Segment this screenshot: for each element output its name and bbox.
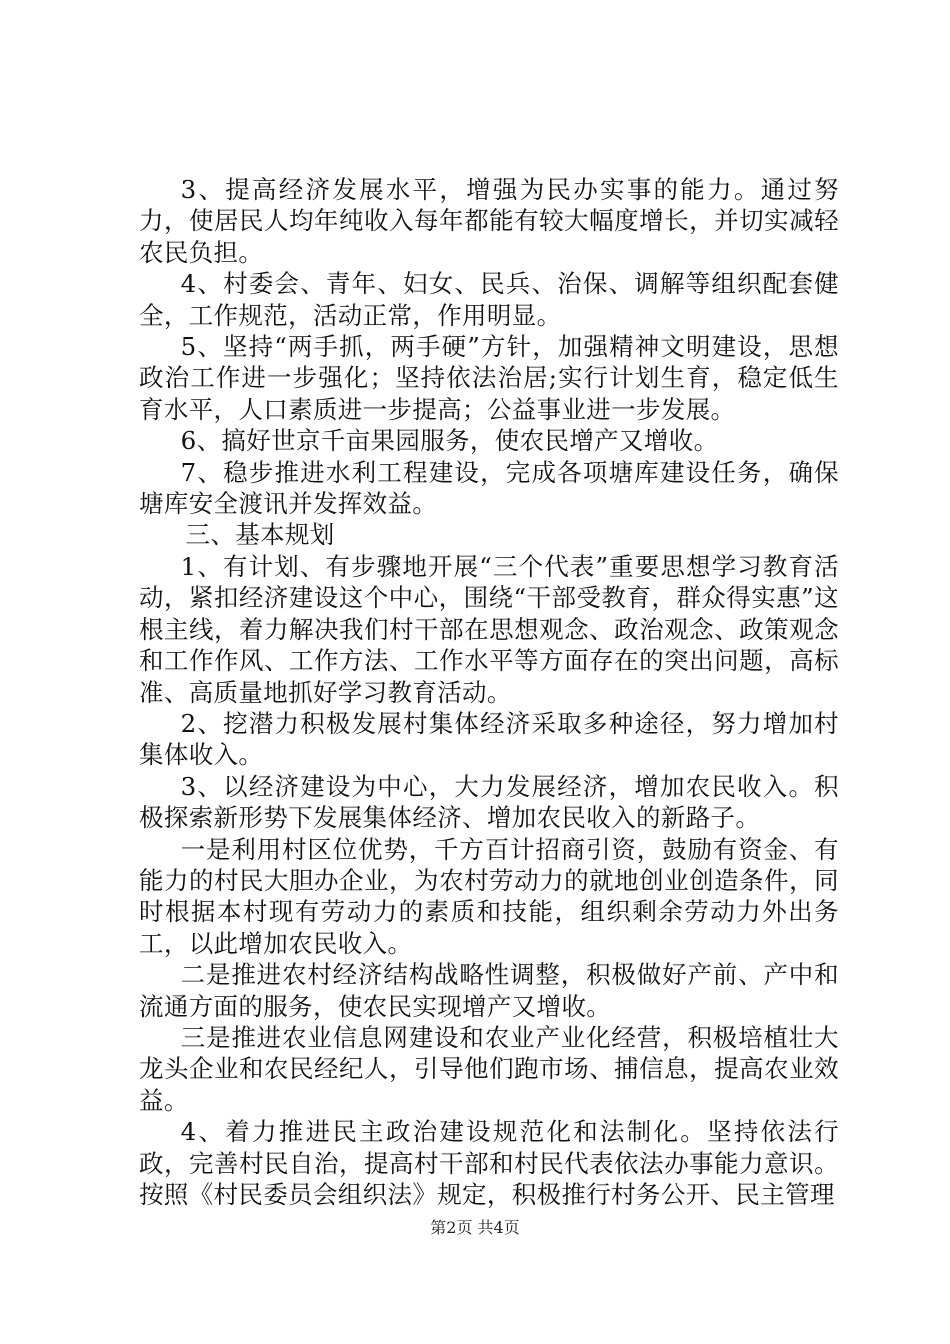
paragraph-plan-1-education: 1、有计划、有步骤地开展“三个代表”重要思想学习教育活动，紧扣经济建设这个中心，围绕“干部受教育，群众得实惠”这根主线，着力解决我们村干部在思想观念、政治观念、政策观念和工作作风、工作方法、工作水平等方面存在的突出问题，高标准、高质量地抓好学习教育活动。 [139, 551, 839, 707]
paragraph-item-7-water-works: 7、稳步推进水利工程建设，完成各项塘库建设任务，确保塘库安全渡讯并发挥效益。 [139, 457, 839, 519]
paragraph-item-6-orchard: 6、搞好世京千亩果园服务，使农民增产又增收。 [180, 426, 719, 456]
paragraph-plan-4-democracy: 4、着力推进民主政治建设规范化和法制化。坚持依法行政，完善村民自治，提高村干部和村民代表依法办事能力意识。按照《村民委员会组织法》规定，积极推行村务公开、民主管理 [139, 1117, 839, 1209]
paragraph-item-5-civilization: 5、坚持“两手抓，两手硬”方针，加强精神文明建设，思想政治工作进一步强化；坚持依法治居;实行计划生育，稳定低生育水平，人口素质进一步提高；公益事业进一步发展。 [139, 332, 839, 424]
page-number-footer: 第2页 共4页 [430, 1218, 520, 1237]
paragraph-item-4-organizations: 4、村委会、青年、妇女、民兵、治保、调解等组织配套健全，工作规范，活动正常，作用明显。 [139, 269, 839, 330]
paragraph-plan-2-collective-economy: 2、挖潜力积极发展村集体经济采取多种途径，努力增加村集体收入。 [139, 708, 839, 770]
paragraph-measure-2-restructuring: 二是推进农村经济结构战略性调整，积极做好产前、产中和流通方面的服务，使农民实现增产又增收。 [139, 960, 839, 1021]
paragraph-item-3-income: 3、提高经济发展水平，增强为民办实事的能力。通过努力，使居民人均年纯收入每年都能有较大幅度增长，并切实减轻农民负担。 [139, 175, 839, 267]
section-heading-basic-plan: 三、基本规划 [185, 520, 335, 550]
paragraph-plan-3-economic-growth: 3、以经济建设为中心，大力发展经济，增加农民收入。积极探索新形势下发展集体经济、增加农民收入的新路子。 [139, 771, 839, 833]
paragraph-measure-3-information-network: 三是推进农业信息网建设和农业产业化经营，积极培植壮大龙头企业和农民经纪人，引导他们跑市场、捕信息，提高农业效益。 [139, 1022, 839, 1115]
paragraph-measure-1-investment: 一是利用村区位优势，千方百计招商引资，鼓励有资金、有能力的村民大胆办企业，为农村劳动力的就地创业创造条件，同时根据本村现有劳动力的素质和技能，组织剩余劳动力外出务工，以此增加农民收入。 [139, 834, 839, 958]
document-body [139, 174, 839, 1210]
